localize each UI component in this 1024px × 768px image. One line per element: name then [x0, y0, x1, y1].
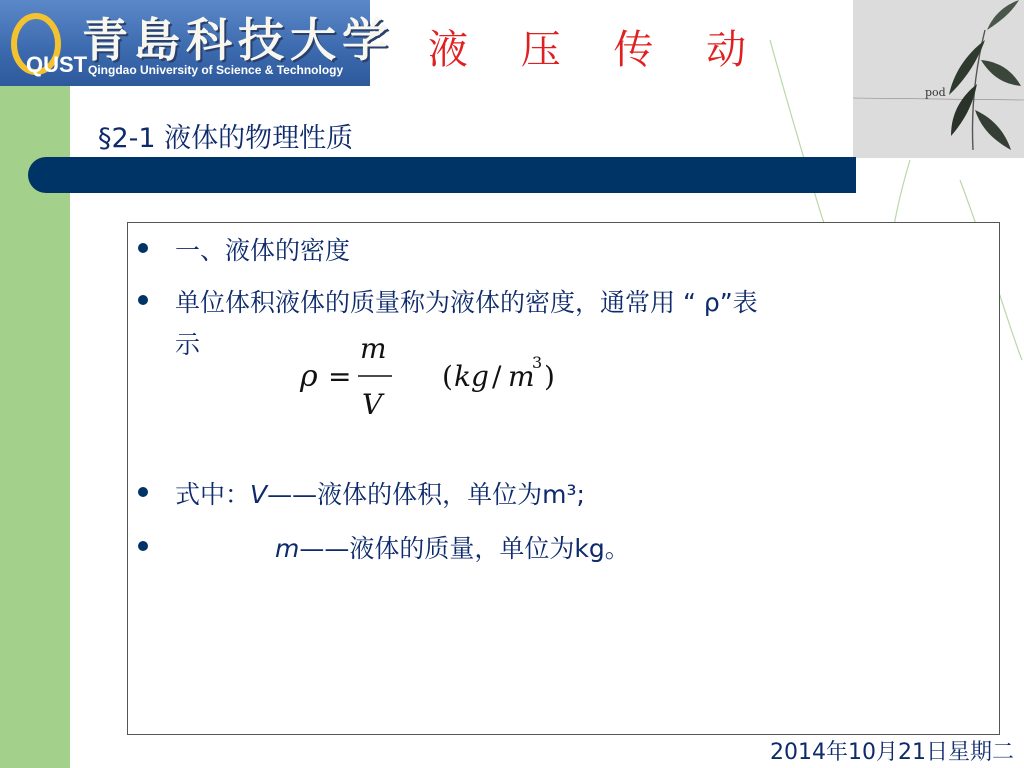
section-title: §2-1 液体的物理性质	[98, 123, 354, 154]
var-m: m	[275, 534, 300, 563]
unit-m: m	[508, 360, 535, 393]
bullet-dot	[138, 487, 148, 497]
unit-close-paren: )	[544, 360, 555, 393]
formula-prefix: 式中：	[175, 480, 251, 509]
bullet-density-definition: 单位体积液体的质量称为液体的密度，通常用 “ ρ”表	[175, 288, 758, 317]
left-green-strip	[0, 0, 70, 768]
formula-equals: =	[328, 360, 352, 393]
unit-exponent: 3	[532, 353, 543, 372]
volume-desc: ——液体的体积，单位为m³;	[267, 480, 585, 509]
bullet-density-definition-cont: 示	[175, 330, 201, 359]
qust-emblem-icon	[6, 6, 88, 80]
formula-numerator: m	[360, 332, 387, 365]
bamboo-photo	[853, 0, 1024, 158]
bullet-volume-def	[175, 475, 585, 511]
unit-slash: /	[492, 360, 502, 393]
var-v: V	[250, 480, 268, 509]
footer-date: 2014年10月21日星期二	[770, 740, 1014, 765]
course-title: 液 压 传 动	[428, 27, 767, 73]
formula-rho: ρ	[300, 359, 318, 394]
title-bar	[28, 157, 856, 193]
bullet-dot	[138, 243, 148, 253]
logo-mark-text: QUST	[26, 52, 88, 77]
bamboo-leaves-icon	[853, 0, 1024, 158]
bullet-mass-def	[275, 529, 630, 565]
mass-desc: ——液体的质量，单位为kg。	[299, 534, 630, 563]
logo-english-name: Qingdao University of Science & Technology	[88, 63, 344, 77]
bullet-dot	[138, 541, 148, 551]
unit-kg: kg	[454, 360, 489, 393]
density-formula	[288, 328, 588, 423]
content-box	[127, 222, 1000, 735]
bullet-density-heading: 一、液体的密度	[175, 236, 351, 265]
formula-denominator: V	[362, 388, 383, 421]
logo-chinese-name: 青島科技大学	[82, 13, 394, 67]
unit-open-paren: (	[442, 360, 453, 393]
university-logo	[0, 0, 394, 86]
bullet-dot	[138, 295, 148, 305]
photo-caption: pod	[925, 86, 946, 99]
